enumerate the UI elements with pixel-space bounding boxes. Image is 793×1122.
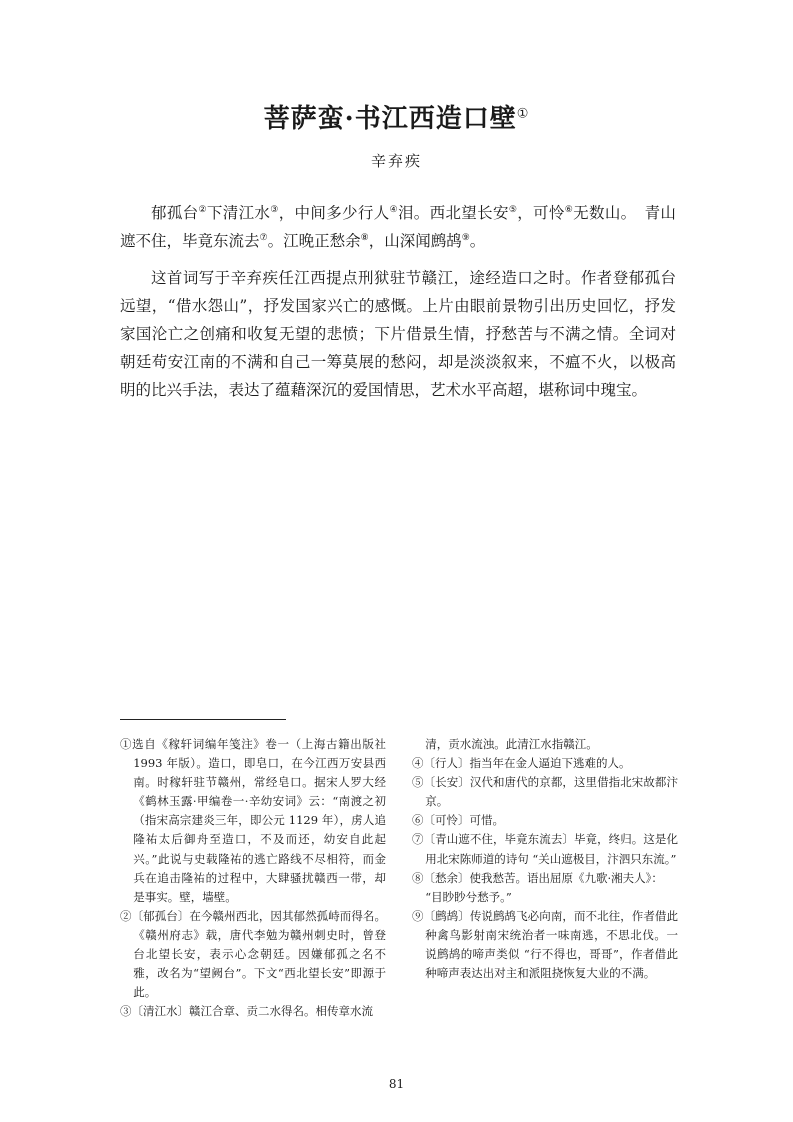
title-footnote-marker: ① bbox=[516, 106, 530, 122]
footnote-4: ④〔行人〕指当年在金人逼迫下逃难的人。 bbox=[412, 756, 631, 771]
poem-segment-2: 下清江水 bbox=[206, 204, 271, 222]
poem-note-marker-9: ⑨ bbox=[461, 232, 470, 243]
poem-note-marker-4: ④ bbox=[389, 204, 398, 215]
poem-segment-4: 泪。西北望长安 bbox=[397, 204, 509, 222]
poem-note-marker-6: ⑥ bbox=[564, 204, 574, 215]
poem-note-marker-7: ⑦ bbox=[259, 232, 268, 243]
poem-note-marker-8: ⑧ bbox=[360, 232, 369, 243]
poem-segment-8: ，山深闻鹧鸪 bbox=[368, 232, 462, 250]
footnote-3-continuation: 清，贡水流浊。此清江水指赣江。 bbox=[425, 737, 598, 751]
footnote-3: ③〔清江水〕赣江合章、贡二水得名。相传章水流 bbox=[120, 1004, 373, 1019]
footnote-1: ①选自《稼轩词编年笺注》卷一（上海古籍出版社 1993 年版）。造口，即皂口，在今江西万安县西南。时稼轩驻节赣州，常经皂口。据宋人罗大经《鹤林玉露·甲编卷一·辛幼安词》云：“南渡之初（指宋高宗建炎三年，即公元 1129 年），虏人追隆祐太后御舟至造口，不及而还，幼安自此起兴。”此说与史载隆祐的逃亡路线不尽相符，而金兵在追击隆祐的过程中，大肆骚扰赣西一带，却是事实。壁，墙壁。 bbox=[120, 737, 386, 904]
footnote-5: ⑤〔长安〕汉代和唐代的京都，这里借指北宋故都汴京。 bbox=[412, 775, 678, 809]
footnote-6: ⑥〔可怜〕可惜。 bbox=[412, 813, 504, 828]
poem-segment-1: 郁孤台 bbox=[151, 204, 199, 222]
poem-title bbox=[0, 98, 793, 135]
footnote-2: ②〔郁孤台〕在今赣州西北，因其郁然孤峙而得名。《赣州府志》载，唐代李勉为赣州刺史时，曾登台北望长安，表示心念朝廷。因嫌郁孤之名不雅，改名为“望阙台”。下文“西北望长安”即源于此。 bbox=[120, 908, 386, 1000]
poem-text bbox=[120, 199, 676, 255]
footnotes-left-column bbox=[120, 735, 386, 1021]
poem-author: 辛弃疾 bbox=[370, 152, 422, 170]
poem-segment-5: ，可怜 bbox=[517, 204, 565, 222]
poem-note-marker-3: ③ bbox=[270, 204, 279, 215]
title-text: 菩萨蛮·书江西造口壁 bbox=[263, 104, 517, 134]
poem-note-marker-5: ⑤ bbox=[508, 204, 518, 215]
footnote-8-quote: “目眇眇兮愁予。” bbox=[425, 889, 512, 904]
footnote-divider bbox=[120, 719, 286, 720]
poem-segment-6: 无数山。 青山遮不住，毕竟东流去 bbox=[120, 204, 676, 250]
poem-segment-3: ，中间多少行人 bbox=[278, 204, 390, 222]
page-number: 81 bbox=[388, 1077, 405, 1091]
footnote-7: ⑦〔青山遮不住，毕竟东流去〕毕竟，终归。这是化用北宋陈师道的诗句 “关山遮极目，汴泗只东流。” bbox=[412, 832, 678, 866]
footnote-8: ⑧〔愁余〕使我愁苦。语出屈原《九歌·湘夫人》： bbox=[412, 870, 663, 885]
footnote-9: ⑨〔鹧鸪〕传说鹧鸪飞必向南，而不北往，作者借此种禽鸟影射南宋统治者一味南逃，不思北伐。一说鹧鸪的啼声类似 “行不得也，哥哥”，作者借此种啼声表达出对主和派阻挠恢复大业的不满。 bbox=[412, 908, 678, 981]
poem-note-marker-2: ② bbox=[198, 204, 207, 215]
commentary-paragraph: 这首词写于辛弃疾任江西提点刑狱驻节赣江，途经造口之时。作者登郁孤台远望，“借水怨山”，抒发国家兴亡的感慨。上片由眼前景物引出历史回忆，抒发家国沦亡之创痛和收复无望的悲愤；下片借景生情，抒愁苦与不满之情。全词对朝廷苟安江南的不满和自己一筹莫展的愁闷，却是淡淡叙来，不瘟不火，以极高明的比兴手法，表达了蕴藉深沉的爱国情思，艺术水平高超，堪称词中瑰宝。 bbox=[120, 269, 676, 399]
footnotes-right-column bbox=[412, 735, 678, 983]
poem-segment-7: 。江晚正愁余 bbox=[267, 232, 361, 250]
poem-segment-9: 。 bbox=[469, 232, 486, 250]
